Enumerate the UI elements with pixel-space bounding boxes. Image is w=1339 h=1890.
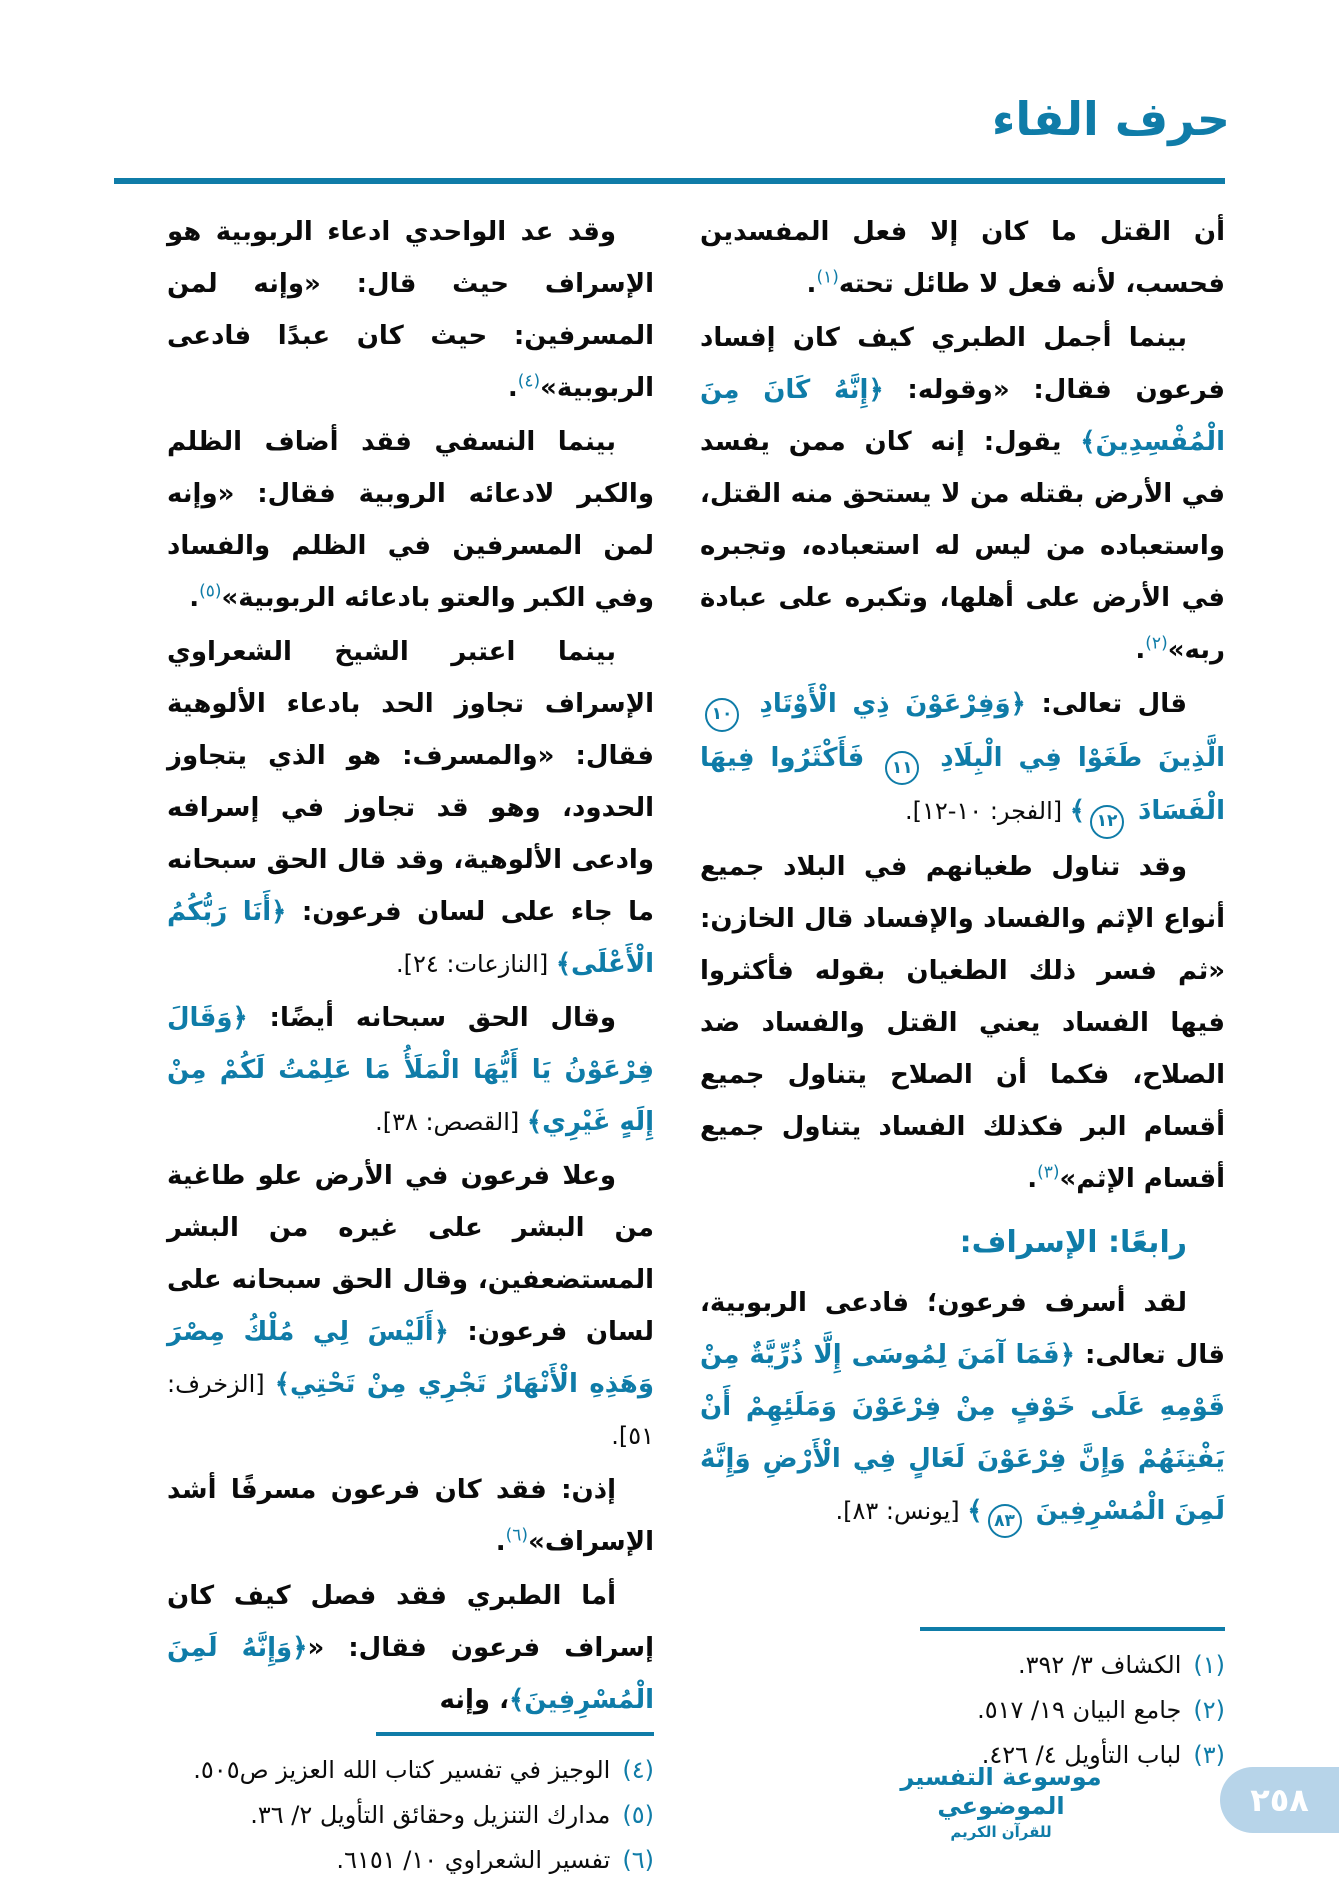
text-run: يقول: إنه كان ممن يفسد في الأرض بقتله من لا يستحق منه القتل، واستعباده من ليس له استعباده، وتجبره في الأرض على أهلها، وتكبره على عبادة ربه» bbox=[700, 427, 1225, 665]
footnote-marker: (٥) bbox=[199, 581, 222, 602]
paragraph bbox=[167, 1464, 654, 1568]
footnote bbox=[700, 1643, 1225, 1688]
quran-verse: ﴿إِنَّهُ كَانَ مِنَ الْمُفْسِدِينَ﴾ bbox=[700, 375, 1225, 457]
paragraph bbox=[167, 992, 654, 1148]
quran-verse: ﴿وَفِرْعَوْنَ ذِي الْأَوْتَادِ bbox=[744, 689, 1026, 719]
footnote-separator bbox=[376, 1732, 654, 1736]
ayah-number: ١١ bbox=[885, 751, 919, 785]
page-number-badge: ٢٥٨ bbox=[1220, 1767, 1339, 1833]
text-run: بينما النسفي فقد أضاف الظلم والكبر لادعائه الروبية فقال: «وإنه لمن المسرفين في الظلم والفساد وفي الكبر والعتو بادعائه الربوبية» bbox=[167, 427, 654, 613]
footnote-marker: (٣) bbox=[1037, 1161, 1060, 1182]
text-run: . bbox=[189, 583, 200, 613]
text-run: إذن: فقد كان فرعون مسرفًا أشد الإسراف» bbox=[167, 1475, 654, 1557]
paragraph bbox=[700, 678, 1225, 839]
text-run: رابعًا: الإسراف: bbox=[959, 1224, 1187, 1260]
footnote-text: جامع البيان ١٩/ ٥١٧. bbox=[977, 1696, 1182, 1724]
verse-reference: [الفجر: ١٠-١٢]. bbox=[904, 797, 1070, 825]
publisher-logo-subtitle: للقرآن الكريم bbox=[950, 1823, 1052, 1841]
verse-reference: [الزخرف: ٥١]. bbox=[167, 1370, 654, 1450]
verse-reference: [النازعات: ٢٤]. bbox=[395, 950, 556, 978]
paragraph bbox=[700, 1277, 1225, 1539]
paragraph bbox=[700, 206, 1225, 310]
footnote bbox=[167, 1748, 654, 1793]
footnote-text: لباب التأويل ٤/ ٤٢٦. bbox=[981, 1741, 1182, 1769]
text-run: . bbox=[806, 269, 817, 299]
text-run: وقال الحق سبحانه أيضًا: bbox=[247, 1003, 616, 1033]
paragraph bbox=[167, 1150, 654, 1462]
quran-verse: ﴾ bbox=[967, 1495, 983, 1526]
footnote-text: مدارك التنزيل وحقائق التأويل ٢/ ٣٦. bbox=[250, 1801, 611, 1829]
text-run: قال تعالى: bbox=[1025, 689, 1187, 719]
footnote-marker: (٦) bbox=[505, 1525, 529, 1546]
quran-verse: ﴿وَقَالَ فِرْعَوْنُ يَا أَيُّهَا الْمَلَأُ مَا عَلِمْتُ لَكُمْ مِنْ إِلَهٍ غَيْرِي﴾ bbox=[167, 1003, 654, 1137]
text-run: . bbox=[1135, 635, 1146, 665]
footnote bbox=[167, 1793, 654, 1838]
footnote-separator bbox=[920, 1627, 1225, 1631]
footnote-number: (٤) bbox=[622, 1756, 654, 1784]
paragraph bbox=[167, 626, 654, 990]
text-run: بينما أجمل الطبري كيف كان إفساد فرعون فقال: «وقوله: bbox=[700, 323, 1225, 405]
footnote-text: تفسير الشعراوي ١٠/ ٦١٥١. bbox=[336, 1846, 611, 1874]
paragraph bbox=[700, 312, 1225, 676]
quran-verse: ﴿أَنَا رَبُّكُمُ الْأَعْلَى﴾ bbox=[167, 897, 654, 979]
footnote-number: (٥) bbox=[622, 1801, 654, 1829]
footnote-marker: (٤) bbox=[517, 371, 541, 392]
footnote bbox=[700, 1688, 1225, 1733]
quran-verse: ﴿أَلَيْسَ لِي مُلْكُ مِصْرَ وَهَذِهِ الْأَنْهَارُ تَجْرِي مِنْ تَحْتِي﴾ bbox=[167, 1317, 654, 1399]
footnote bbox=[167, 1838, 654, 1883]
quran-verse: ﴾ bbox=[1069, 796, 1085, 826]
footnote-number: (١) bbox=[1193, 1651, 1225, 1679]
ayah-number: ١٠ bbox=[705, 698, 739, 732]
publisher-logo-title: موسوعة التفسير الموضوعي bbox=[900, 1763, 1102, 1820]
footnote-text: الوجيز في تفسير كتاب الله العزيز ص٥٠٥. bbox=[193, 1756, 611, 1784]
paragraph bbox=[700, 841, 1225, 1205]
ayah-number: ٨٣ bbox=[988, 1504, 1022, 1538]
paragraph bbox=[167, 1570, 654, 1726]
chapter-title: حرف الفاء bbox=[991, 92, 1230, 146]
text-run: وقد عد الواحدي ادعاء الربوبية هو الإسراف حيث قال: «وإنه لمن المسرفين: حيث كان عبدًا فادعى الربوبية» bbox=[167, 217, 654, 403]
text-run: بينما اعتبر الشيخ الشعراوي الإسراف تجاوز الحد بادعاء الألوهية فقال: «والمسرف: هو الذي يتجاوز الحدود، وهو قد تجاوز في إسرافه وادعى الألوهية، وقد قال الحق سبحانه ما جاء على لسان فرعون: bbox=[167, 637, 654, 927]
quran-verse: ﴿وَإِنَّهُ لَمِنَ الْمُسْرِفِينَ﴾ bbox=[167, 1633, 654, 1715]
verse-reference: [القصص: ٣٨]. bbox=[375, 1108, 527, 1136]
left-column bbox=[167, 206, 654, 1874]
publisher-logo bbox=[895, 1763, 1107, 1843]
text-run: وقد تناول طغيانهم في البلاد جميع أنواع الإثم والفساد والإفساد قال الخازن: «ثم فسر ذلك الطغيان بقوله فأكثروا فيها الفساد يعني القتل والفساد ضد الصلاح، فكما أن الصلاح يتناول جميع أقسام البر فكذلك الفساد يتناول جميع أقسام الإثم» bbox=[700, 851, 1225, 1194]
paragraph bbox=[167, 416, 654, 624]
text-run: . bbox=[507, 373, 518, 403]
text-run: ، وإنه bbox=[439, 1685, 509, 1715]
verse-reference: [يونس: ٨٣]. bbox=[835, 1496, 968, 1525]
footnote-number: (٢) bbox=[1193, 1696, 1225, 1724]
footnote-number: (٣) bbox=[1193, 1741, 1225, 1769]
right-column bbox=[700, 206, 1225, 1778]
footnote-text: الكشاف ٣/ ٣٩٢. bbox=[1017, 1651, 1182, 1679]
footnote-marker: (١) bbox=[816, 267, 839, 288]
text-run: وعلا فرعون في الأرض علو طاغية من البشر على غيره من البشر المستضعفين، وقال الحق سبحانه على لسان فرعون: bbox=[167, 1161, 654, 1347]
footnotes bbox=[700, 1623, 1225, 1778]
quran-verse: ﴿فَمَا آمَنَ لِمُوسَى إِلَّا ذُرِّيَّةٌ مِنْ قَوْمِهِ عَلَى خَوْفٍ مِنْ فِرْعَوْنَ وَمَلَئِهِمْ أَنْ يَفْتِنَهُمْ وَإِنَّ فِرْعَوْنَ لَعَالٍ فِي الْأَرْضِ وَإِنَّهُ لَمِنَ الْمُسْرِفِينَ bbox=[700, 1339, 1225, 1526]
text-run: أما الطبري فقد فصل كيف كان إسراف فرعون فقال: « bbox=[167, 1581, 654, 1663]
quran-verse: فَأَكْثَرُوا فِيهَا الْفَسَادَ bbox=[700, 742, 1225, 826]
section-heading bbox=[700, 1217, 1225, 1269]
footnote-number: (٦) bbox=[622, 1846, 654, 1874]
text-run: . bbox=[495, 1527, 506, 1557]
text-run: لقد أسرف فرعون؛ فادعى الربوبية، قال تعالى: bbox=[700, 1287, 1225, 1370]
header-rule bbox=[114, 178, 1225, 184]
text-run: . bbox=[1027, 1163, 1038, 1194]
footnotes bbox=[167, 1728, 654, 1883]
text-run: أن القتل ما كان إلا فعل المفسدين فحسب، لأنه فعل لا طائل تحته bbox=[700, 217, 1225, 299]
footnote-marker: (٢) bbox=[1145, 633, 1168, 654]
ayah-number: ١٢ bbox=[1090, 805, 1124, 839]
quran-verse: الَّذِينَ طَغَوْا فِي الْبِلَادِ bbox=[924, 742, 1226, 773]
paragraph bbox=[167, 206, 654, 414]
